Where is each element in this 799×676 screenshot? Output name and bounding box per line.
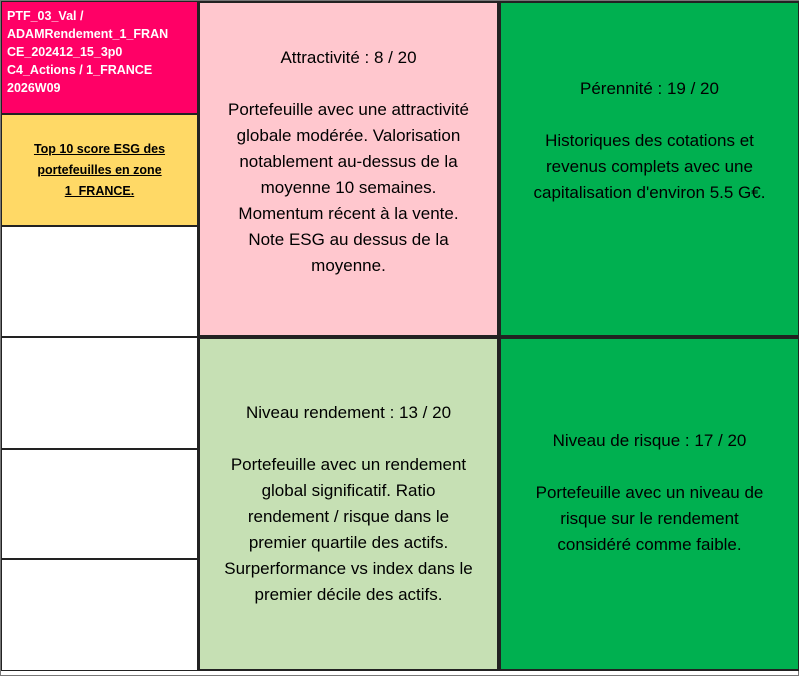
description-line: capitalisation d'environ 5.5 G€. <box>533 183 766 202</box>
description-line: Portefeuille avec un rendement <box>230 455 467 474</box>
description-line: Momentum récent à la vente. <box>238 204 459 223</box>
top10-esg-link-line: Top 10 score ESG des <box>33 141 166 156</box>
portfolio-id-cell <box>1 1 198 114</box>
description-line: premier quartile des actifs. <box>248 533 449 552</box>
rendement-heading: Niveau rendement : 13 / 20 <box>245 403 452 422</box>
attractivite-heading: Attractivité : 8 / 20 <box>280 48 417 67</box>
risque-panel <box>499 337 799 671</box>
description-line: Portefeuille avec une attractivité <box>228 100 469 119</box>
top10-esg-link-line: 1_FRANCE. <box>64 183 135 198</box>
portfolio-id-line: PTF_03_Val / <box>7 9 84 23</box>
description-line: globale modérée. Valorisation <box>236 126 461 145</box>
top10-esg-link-line: portefeuilles en zone <box>37 162 162 177</box>
description-line: Portefeuille avec un niveau de <box>535 483 764 502</box>
empty-cell <box>1 226 198 337</box>
portfolio-id-line: CE_202412_15_3p0 <box>7 45 123 59</box>
description-line: Historiques des cotations et <box>545 131 754 150</box>
perennite-description <box>534 128 766 206</box>
empty-cell <box>1 449 198 559</box>
description-line: considéré comme faible. <box>557 535 742 554</box>
description-line: risque sur le rendement <box>560 509 739 528</box>
empty-cell <box>1 559 198 671</box>
description-line: Note ESG au dessus de la <box>248 230 449 249</box>
attractivite-description <box>228 97 469 279</box>
top10-esg-link[interactable] <box>30 139 169 202</box>
risque-heading: Niveau de risque : 17 / 20 <box>552 431 747 450</box>
top10-esg-cell <box>1 114 198 226</box>
description-line: notablement au-dessus de la <box>239 152 458 171</box>
portfolio-id-line: 2026W09 <box>7 81 61 95</box>
description-line: Surperformance vs index dans le <box>224 559 473 578</box>
description-line: moyenne 10 semaines. <box>260 178 437 197</box>
description-line: revenus complets avec une <box>546 157 753 176</box>
perennite-heading: Pérennité : 19 / 20 <box>580 79 719 98</box>
description-line: global significatif. Ratio <box>261 481 436 500</box>
attractivite-panel <box>198 1 499 337</box>
rendement-description <box>224 452 473 608</box>
description-line: moyenne. <box>311 256 386 275</box>
perennite-panel <box>499 1 799 337</box>
portfolio-id-line: ADAMRendement_1_FRAN <box>7 27 169 41</box>
description-line: rendement / risque dans le <box>247 507 450 526</box>
rendement-panel <box>198 337 499 671</box>
description-line: premier décile des actifs. <box>254 585 443 604</box>
risque-description <box>536 480 764 558</box>
empty-cell <box>1 337 198 449</box>
portfolio-id-line: C4_Actions / 1_FRANCE <box>7 63 153 77</box>
